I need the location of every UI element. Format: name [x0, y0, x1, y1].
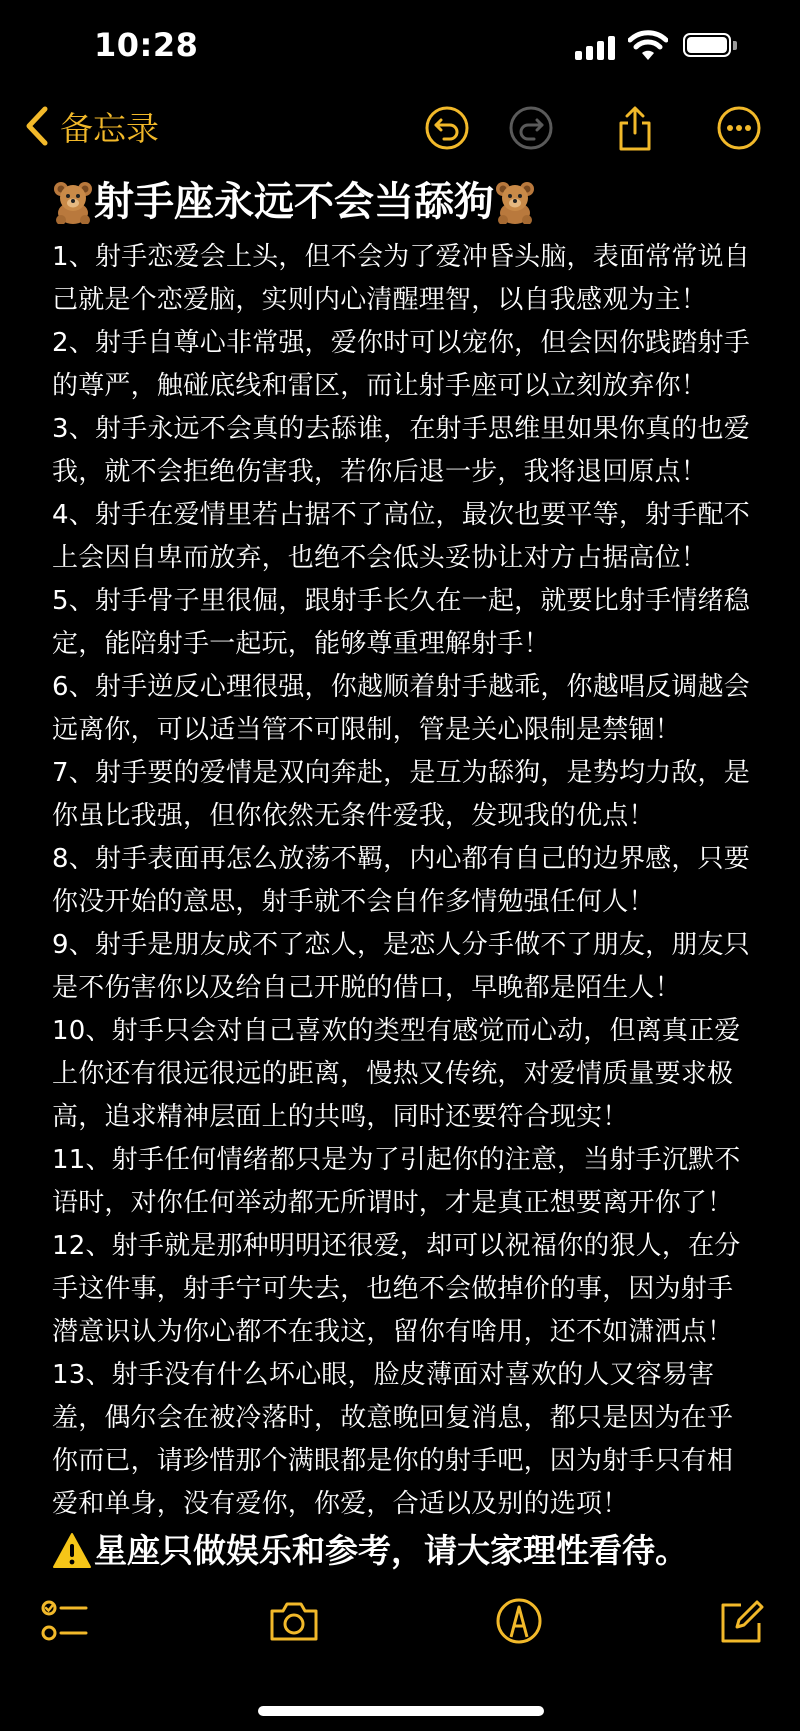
note-paragraph: 5、射手骨子里很倔，跟射手长久在一起，就要比射手情绪稳定，能陪射手一起玩，能够尊重理解射手！ — [52, 586, 750, 659]
note-paragraph: 1、射手恋爱会上头，但不会为了爱冲昏头脑，表面常常说自己就是个恋爱脑，实则内心清醒理智，以自我感观为主！ — [52, 242, 750, 315]
home-indicator[interactable] — [258, 1706, 544, 1716]
note-paragraph: 6、射手逆反心理很强，你越顺着射手越乖，你越唱反调越会远离你，可以适当管不可限制，管是关心限制是禁锢！ — [52, 672, 750, 745]
chevron-left-icon — [24, 105, 50, 147]
note-paragraph: 4、射手在爱情里若占据不了高位，最次也要平等，射手配不上会因自卑而放弃，也绝不会低头妥协让对方占据高位！ — [52, 500, 750, 573]
note-body — [52, 236, 752, 1526]
checklist-icon[interactable] — [40, 1595, 92, 1647]
share-icon[interactable] — [612, 105, 658, 151]
teddy-bear-icon — [494, 180, 536, 224]
warning-icon — [52, 1532, 92, 1570]
note-paragraph: 7、射手要的爱情是双向奔赴，是互为舔狗，是势均力敌，是你虽比我强，但你依然无条件爱我，发现我的优点！ — [52, 758, 750, 831]
note-paragraph: 12、射手就是那种明明还很爱，却可以祝福你的狠人，在分手这件事，射手宁可失去，也绝不会做掉价的事，因为射手潜意识认为你心都不在我这，留你有啥用，还不如潇洒点！ — [52, 1231, 741, 1347]
disclaimer-text: 星座只做娱乐和参考，请大家理性看待。 — [94, 1531, 688, 1570]
status-bar — [0, 0, 800, 95]
disclaimer-row — [52, 1526, 752, 1576]
back-button[interactable] — [24, 101, 159, 151]
note-paragraph: 2、射手自尊心非常强，爱你时可以宠你，但会因你践踏射手的尊严，触碰底线和雷区，而让射手座可以立刻放弃你！ — [52, 328, 750, 401]
note-paragraph: 11、射手任何情绪都只是为了引起你的注意，当射手沉默不语时，对你任何举动都无所谓时，才是真正想要离开你了！ — [52, 1145, 741, 1218]
note-paragraph: 9、射手是朋友成不了恋人，是恋人分手做不了朋友，朋友只是不伤害你以及给自己开脱的借口，早晚都是陌生人！ — [52, 930, 750, 1003]
note-title-row — [52, 174, 752, 230]
cellular-signal-icon — [575, 36, 617, 60]
redo-icon[interactable] — [508, 105, 554, 151]
back-label: 备忘录 — [60, 108, 159, 148]
note-content[interactable] — [52, 174, 752, 1576]
nav-bar — [0, 95, 800, 165]
teddy-bear-icon — [52, 180, 94, 224]
note-paragraph: 13、射手没有什么坏心眼，脸皮薄面对喜欢的人又容易害羞，偶尔会在被冷落时，故意晚回复消息，都只是因为在乎你而已，请珍惜那个满眼都是你的射手吧，因为射手只有相爱和单身，没有爱你，你爱，合适以及别的选项！ — [52, 1360, 734, 1519]
undo-icon[interactable] — [424, 105, 470, 151]
note-paragraph: 3、射手永远不会真的去舔谁，在射手思维里如果你真的也爱我，就不会拒绝伤害我，若你后退一步，我将退回原点！ — [52, 414, 750, 487]
compose-icon[interactable] — [715, 1595, 767, 1647]
bottom-toolbar — [0, 1595, 800, 1655]
more-icon[interactable] — [716, 105, 762, 151]
wifi-icon — [628, 30, 668, 62]
note-paragraph: 10、射手只会对自己喜欢的类型有感觉而心动，但离真正爱上你还有很远很远的距离，慢热又传统，对爱情质量要求极高，追求精神层面上的共鸣，同时还要符合现实！ — [52, 1016, 741, 1132]
camera-icon[interactable] — [268, 1595, 320, 1647]
markup-icon[interactable] — [493, 1595, 545, 1647]
battery-icon — [683, 33, 737, 59]
note-title: 射手座永远不会当舔狗 — [94, 179, 494, 225]
note-paragraph: 8、射手表面再怎么放荡不羁，内心都有自己的边界感，只要你没开始的意思，射手就不会自作多情勉强任何人！ — [52, 844, 750, 917]
status-time: 10:28 — [94, 26, 199, 64]
